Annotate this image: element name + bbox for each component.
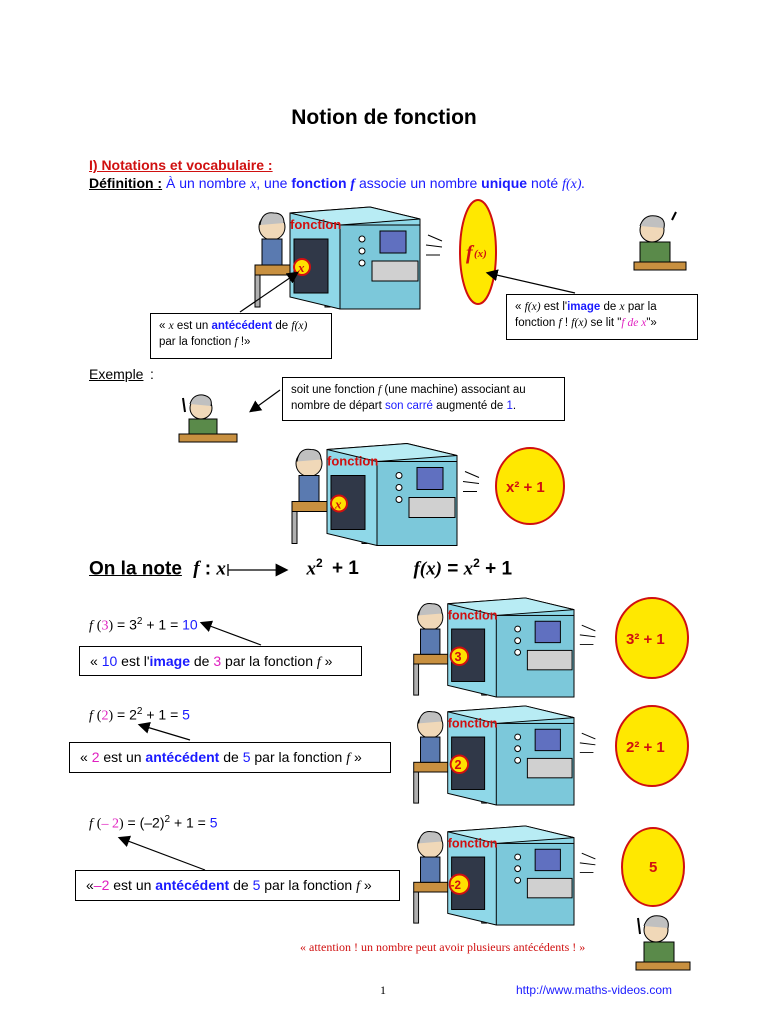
box-value: 2 [91, 749, 100, 765]
callout-text: "» [646, 317, 657, 329]
notation-plus1b: + 1 [485, 558, 513, 580]
box-text: par la fonction [225, 653, 313, 669]
notation-plus1: + 1 [331, 558, 359, 580]
box-f: f [316, 655, 321, 670]
box-text: par la fonction [254, 749, 343, 765]
box-text: de [193, 653, 210, 669]
equation-row [89, 706, 190, 725]
callout-exemple [282, 377, 565, 421]
quote: » [354, 749, 362, 765]
callout-fx: f(x) [291, 320, 308, 332]
def-fonction: fonction [291, 175, 347, 191]
machine-label: fonction [447, 836, 498, 851]
output-ellipse [614, 704, 690, 788]
output-ellipse [614, 596, 690, 680]
box-value: 5 [242, 749, 251, 765]
callout-fx: f(x) [524, 301, 541, 313]
machine-input-label: x [298, 260, 305, 275]
eq-result: 5 [209, 814, 218, 831]
notation-expr-x: x [306, 558, 316, 580]
notation-label: On la note [89, 558, 182, 580]
callout-text: soit une fonction [291, 384, 375, 396]
eq-rhs: = (–2) [127, 814, 165, 831]
eq-paren: ) [108, 708, 114, 724]
callout-text: se lit " [590, 317, 622, 329]
exemple-colon: : [150, 366, 154, 382]
output-expression: 2² + 1 [626, 739, 665, 756]
callout-f: f [377, 384, 382, 396]
eq-f: f [89, 816, 93, 832]
def-text: noté [530, 175, 559, 191]
function-machine-illustration [287, 440, 487, 548]
eq-rhs: + 1 = [146, 616, 179, 633]
box-text: par la fonction [264, 877, 353, 893]
machine-label: fonction [447, 608, 498, 623]
output-ellipse [620, 826, 686, 908]
keyword-antecedent: antécédent [155, 877, 230, 893]
notation-f: f [193, 558, 200, 580]
quote: « [86, 877, 94, 893]
box-text: est l' [121, 653, 150, 669]
box-value: 3 [213, 653, 222, 669]
callout-image-example [79, 646, 362, 676]
eq-exp: 2 [164, 814, 171, 825]
quote: « [159, 320, 166, 332]
box-value: 10 [101, 653, 118, 669]
callout-image [506, 294, 698, 340]
machine-label: fonction [327, 453, 379, 469]
callout-fx: f(x) [571, 317, 588, 329]
def-fx: f(x). [562, 177, 586, 192]
eq-rhs: = 3 [117, 616, 137, 633]
callout-x: x [619, 301, 625, 313]
keyword-image: image [149, 653, 190, 669]
professor-illustration [632, 912, 694, 974]
box-text: est un [103, 749, 142, 765]
callout-text: ! [564, 317, 569, 329]
notation-expr2-x: x [463, 558, 474, 580]
eq-rhs: + 1 = [146, 706, 179, 723]
callout-text: augmenté de [436, 400, 504, 412]
function-machine-illustration [406, 596, 606, 698]
box-f: f [346, 751, 351, 766]
quote: !» [240, 336, 251, 348]
box-text: est un [113, 877, 152, 893]
def-f: f [350, 177, 356, 192]
notation-fx: f(x) [413, 558, 442, 580]
eq-paren: ( [96, 618, 102, 634]
callout-read: f de x [621, 317, 647, 329]
callout-text: par la [627, 301, 657, 313]
notation-x: x [216, 558, 226, 580]
page-number: 1 [380, 983, 386, 997]
exemple-label: Exemple [89, 366, 144, 382]
machine-input-label: 3 [454, 650, 462, 665]
keyword-carre: son carré [385, 400, 433, 412]
eq-rhs: + 1 = [173, 814, 206, 831]
output-expression: 3² + 1 [626, 631, 665, 648]
callout-text: est l' [543, 301, 568, 313]
output-expression: 5 [649, 859, 658, 876]
callout-antecedent-example [69, 742, 391, 773]
callout-x: x [168, 320, 174, 332]
box-f: f [356, 879, 360, 894]
machine-input-label: 2 [454, 758, 462, 773]
machine-input-label: -2 [450, 879, 461, 893]
eq-paren: ( [96, 708, 102, 724]
callout-text: de [603, 301, 617, 313]
eq-result: 10 [182, 616, 198, 633]
box-value: 5 [252, 877, 261, 893]
equation-row [89, 814, 218, 833]
callout-text: fonction [515, 317, 556, 329]
notation-line [89, 556, 512, 580]
def-unique: unique [481, 175, 528, 191]
quote: » [324, 653, 333, 669]
def-x: x [250, 177, 257, 192]
attention-note: « attention ! un nombre peut avoir plusieurs antécédents ! » [300, 940, 586, 954]
section-heading: I) Notations et vocabulaire : [89, 157, 273, 173]
keyword-antecedent: antécédent [145, 749, 220, 765]
eq-arg: 2 [101, 708, 109, 724]
machine-input-label: x [335, 496, 342, 512]
callout-f: f [558, 317, 562, 329]
callout-text: de [275, 320, 289, 332]
quote: « [80, 749, 88, 765]
notation-colon: : [204, 558, 212, 580]
output-expression: x² + 1 [506, 479, 545, 496]
eq-f: f [89, 618, 93, 634]
eq-result: 5 [182, 706, 190, 723]
quote: « [90, 653, 98, 669]
eq-paren: ) [108, 618, 114, 634]
eq-f: f [89, 708, 93, 724]
quote: » [363, 877, 372, 893]
notation-exp: 2 [315, 556, 323, 570]
callout-text: nombre de départ [291, 400, 382, 412]
callout-antecedent-example [75, 870, 400, 901]
notation-eq: = [447, 558, 459, 580]
keyword-antecedent: antécédent [211, 320, 273, 332]
box-text: de [223, 749, 239, 765]
eq-paren: ) [118, 816, 124, 832]
callout-text: (une machine) associant au [384, 384, 526, 396]
website-link[interactable]: http://www.maths-videos.com [516, 983, 673, 997]
box-value: –2 [93, 877, 110, 893]
callout-f: f [234, 336, 238, 348]
notation-exp2: 2 [473, 556, 480, 570]
def-text: , une [256, 175, 288, 191]
machine-label: fonction [290, 217, 342, 232]
page-title: Notion de fonction [291, 106, 477, 129]
eq-arg: – 2 [101, 816, 119, 832]
eq-paren: ( [96, 816, 102, 832]
professor-illustration [175, 392, 241, 444]
callout-text: est un [176, 320, 209, 332]
callout-antecedent [150, 313, 332, 359]
callout-text: . [512, 400, 517, 412]
keyword-one: 1 [506, 400, 513, 412]
keyword-image: image [567, 301, 601, 313]
def-text: associe un nombre [358, 175, 478, 191]
eq-arg: 3 [101, 618, 109, 634]
output-x: (x) [474, 248, 487, 260]
function-machine-illustration [406, 824, 606, 926]
eq-exp: 2 [136, 616, 143, 627]
def-text: À un nombre [166, 175, 247, 191]
callout-text: par la fonction [159, 336, 232, 348]
quote: « [515, 301, 522, 313]
definition-label: Définition : [89, 175, 163, 191]
equation-row [89, 616, 198, 635]
output-f: f [466, 242, 473, 264]
box-text: de [233, 877, 249, 893]
eq-exp: 2 [136, 706, 143, 717]
output-ellipse [494, 446, 566, 526]
machine-label: fonction [447, 716, 498, 731]
eq-rhs: = 2 [117, 706, 137, 723]
function-machine-illustration [406, 704, 606, 806]
